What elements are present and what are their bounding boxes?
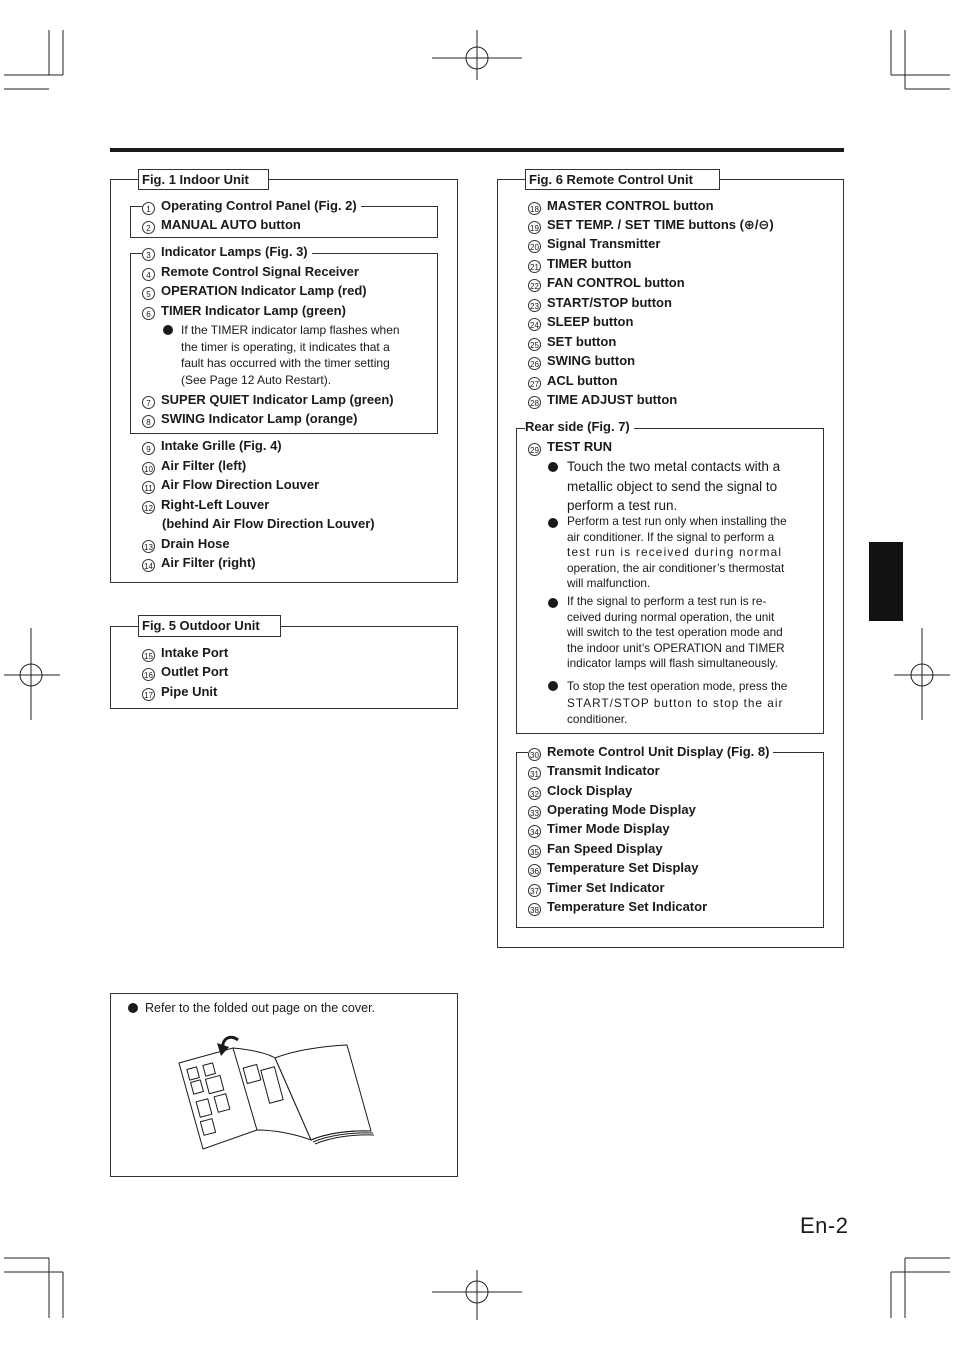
item-number: 25 bbox=[528, 338, 541, 351]
item-number: 9 bbox=[142, 442, 155, 455]
test-run-note-2: Perform a test run only when installing the air conditioner. If the signal to perform a test run is received during normal operation, the air conditioner’s thermostat will malfunction. bbox=[567, 514, 787, 590]
fig1-item-5: 5 OPERATION Indicator Lamp (red) bbox=[142, 283, 367, 300]
fig5-item-17: 17 Pipe Unit bbox=[142, 684, 217, 701]
fig1-item-8: 8 SWING Indicator Lamp (orange) bbox=[142, 411, 357, 428]
item-number: 20 bbox=[528, 240, 541, 253]
fig1-item-6: 6 TIMER Indicator Lamp (green) bbox=[142, 303, 346, 320]
fig6-item-29: 29 TEST RUN bbox=[528, 439, 612, 456]
fig1-item-4: 4 Remote Control Signal Receiver bbox=[142, 264, 359, 281]
fig6-item-35: 35 Fan Speed Display bbox=[528, 841, 663, 858]
item-number: 5 bbox=[142, 287, 155, 300]
fig1-item-3: 3 Indicator Lamps (Fig. 3) bbox=[142, 244, 312, 261]
item-number: 12 bbox=[142, 501, 155, 514]
item-number: 30 bbox=[528, 748, 541, 761]
fig6-item-22: 22 FAN CONTROL button bbox=[528, 275, 685, 292]
item-number: 24 bbox=[528, 318, 541, 331]
timer-note: If the TIMER indicator lamp flashes when the timer is operating, it indicates that a fault has occurred with the timer setting (See Page 12 Auto Restart). bbox=[181, 323, 400, 387]
bullet-icon bbox=[548, 518, 558, 528]
fig1-item-1: 1 Operating Control Panel (Fig. 2) bbox=[142, 198, 361, 215]
item-number: 33 bbox=[528, 806, 541, 819]
fig6-item-37: 37 Timer Set Indicator bbox=[528, 880, 665, 897]
fig1-item-12: 12 Right-Left Louver bbox=[142, 497, 269, 514]
header-rule bbox=[110, 148, 844, 152]
fig6-item-23: 23 START/STOP button bbox=[528, 295, 672, 312]
fig1-item-12-line2: (behind Air Flow Direction Louver) bbox=[162, 516, 375, 531]
fig5-title: Fig. 5 Outdoor Unit bbox=[138, 615, 281, 637]
fig1-item-2: 2 MANUAL AUTO button bbox=[142, 217, 301, 234]
fig6-item-36: 36 Temperature Set Display bbox=[528, 860, 698, 877]
fig1-item-9: 9 Intake Grille (Fig. 4) bbox=[142, 438, 282, 455]
fig6-item-18: 18 MASTER CONTROL button bbox=[528, 198, 714, 215]
fig6-item-27: 27 ACL button bbox=[528, 373, 618, 390]
fig5-item-16: 16 Outlet Port bbox=[142, 664, 228, 681]
fig6-item-30: 30 Remote Control Unit Display (Fig. 8) bbox=[528, 744, 773, 761]
item-number: 6 bbox=[142, 307, 155, 320]
item-number: 26 bbox=[528, 357, 541, 370]
item-number: 15 bbox=[142, 649, 155, 662]
item-number: 17 bbox=[142, 688, 155, 701]
cover-note-text: Refer to the folded out page on the cover. bbox=[145, 1001, 376, 1015]
fig6-title: Fig. 6 Remote Control Unit bbox=[525, 169, 720, 190]
fig6-item-21: 21 TIMER button bbox=[528, 256, 631, 273]
fig6-item-25: 25 SET button bbox=[528, 334, 616, 351]
item-number: 35 bbox=[528, 845, 541, 858]
item-number: 22 bbox=[528, 279, 541, 292]
bullet-icon bbox=[163, 325, 173, 335]
fig6-item-28: 28 TIME ADJUST button bbox=[528, 392, 677, 409]
item-number: 19 bbox=[528, 221, 541, 234]
test-run-note-1: Touch the two metal contacts with a metallic object to send the signal to perform a test run. bbox=[567, 459, 781, 513]
item-number: 2 bbox=[142, 221, 155, 234]
fig6-item-32: 32 Clock Display bbox=[528, 783, 632, 800]
item-number: 31 bbox=[528, 767, 541, 780]
bullet-icon bbox=[128, 1003, 138, 1013]
item-number: 18 bbox=[528, 202, 541, 215]
section-tab bbox=[869, 542, 903, 621]
item-number: 11 bbox=[142, 481, 155, 494]
fig6-item-34: 34 Timer Mode Display bbox=[528, 821, 670, 838]
fig6-item-26: 26 SWING button bbox=[528, 353, 635, 370]
fig6-item-19: 19 SET TEMP. / SET TIME buttons (⊕/⊖) bbox=[528, 217, 774, 234]
bullet-icon bbox=[548, 598, 558, 608]
item-number: 36 bbox=[528, 864, 541, 877]
item-number: 21 bbox=[528, 260, 541, 273]
fig1-title: Fig. 1 Indoor Unit bbox=[138, 169, 269, 190]
fig1-item-10: 10 Air Filter (left) bbox=[142, 458, 246, 475]
fig6-item-38: 38 Temperature Set Indicator bbox=[528, 899, 707, 916]
test-run-note-3: If the signal to perform a test run is re- ceived during normal operation, the unit will switch to the test operation mode and the indoor unit’s OPERATION and TIMER indicator lamps will flash simultaneously. bbox=[567, 594, 785, 670]
fig6-item-20: 20 Signal Transmitter bbox=[528, 236, 660, 253]
item-number: 4 bbox=[142, 268, 155, 281]
test-run-note-4: To stop the test operation mode, press the START/STOP button to stop the air conditioner. bbox=[567, 679, 788, 726]
item-number: 28 bbox=[528, 396, 541, 409]
item-number: 1 bbox=[142, 202, 155, 215]
item-number: 32 bbox=[528, 787, 541, 800]
item-number: 7 bbox=[142, 396, 155, 409]
item-number: 10 bbox=[142, 462, 155, 475]
item-number: 29 bbox=[528, 443, 541, 456]
item-number: 37 bbox=[528, 884, 541, 897]
item-number: 3 bbox=[142, 248, 155, 261]
item-number: 27 bbox=[528, 377, 541, 390]
item-number: 34 bbox=[528, 825, 541, 838]
bullet-icon bbox=[548, 462, 558, 472]
item-number: 38 bbox=[528, 903, 541, 916]
item-number: 23 bbox=[528, 299, 541, 312]
item-number: 8 bbox=[142, 415, 155, 428]
fig6-item-31: 31 Transmit Indicator bbox=[528, 763, 660, 780]
item-number: 16 bbox=[142, 668, 155, 681]
fig1-item-7: 7 SUPER QUIET Indicator Lamp (green) bbox=[142, 392, 394, 409]
fig1-item-14: 14 Air Filter (right) bbox=[142, 555, 256, 572]
fig6-item-24: 24 SLEEP button bbox=[528, 314, 633, 331]
fig5-item-15: 15 Intake Port bbox=[142, 645, 228, 662]
fig1-item-13: 13 Drain Hose bbox=[142, 536, 230, 553]
page-number: En-2 bbox=[800, 1213, 849, 1238]
folded-booklet-icon bbox=[175, 1028, 380, 1153]
bullet-icon bbox=[548, 681, 558, 691]
rear-side-title: Rear side (Fig. 7) bbox=[525, 419, 634, 435]
fig6-item-33: 33 Operating Mode Display bbox=[528, 802, 696, 819]
item-number: 13 bbox=[142, 540, 155, 553]
fig1-item-11: 11 Air Flow Direction Louver bbox=[142, 477, 319, 494]
item-number: 14 bbox=[142, 559, 155, 572]
